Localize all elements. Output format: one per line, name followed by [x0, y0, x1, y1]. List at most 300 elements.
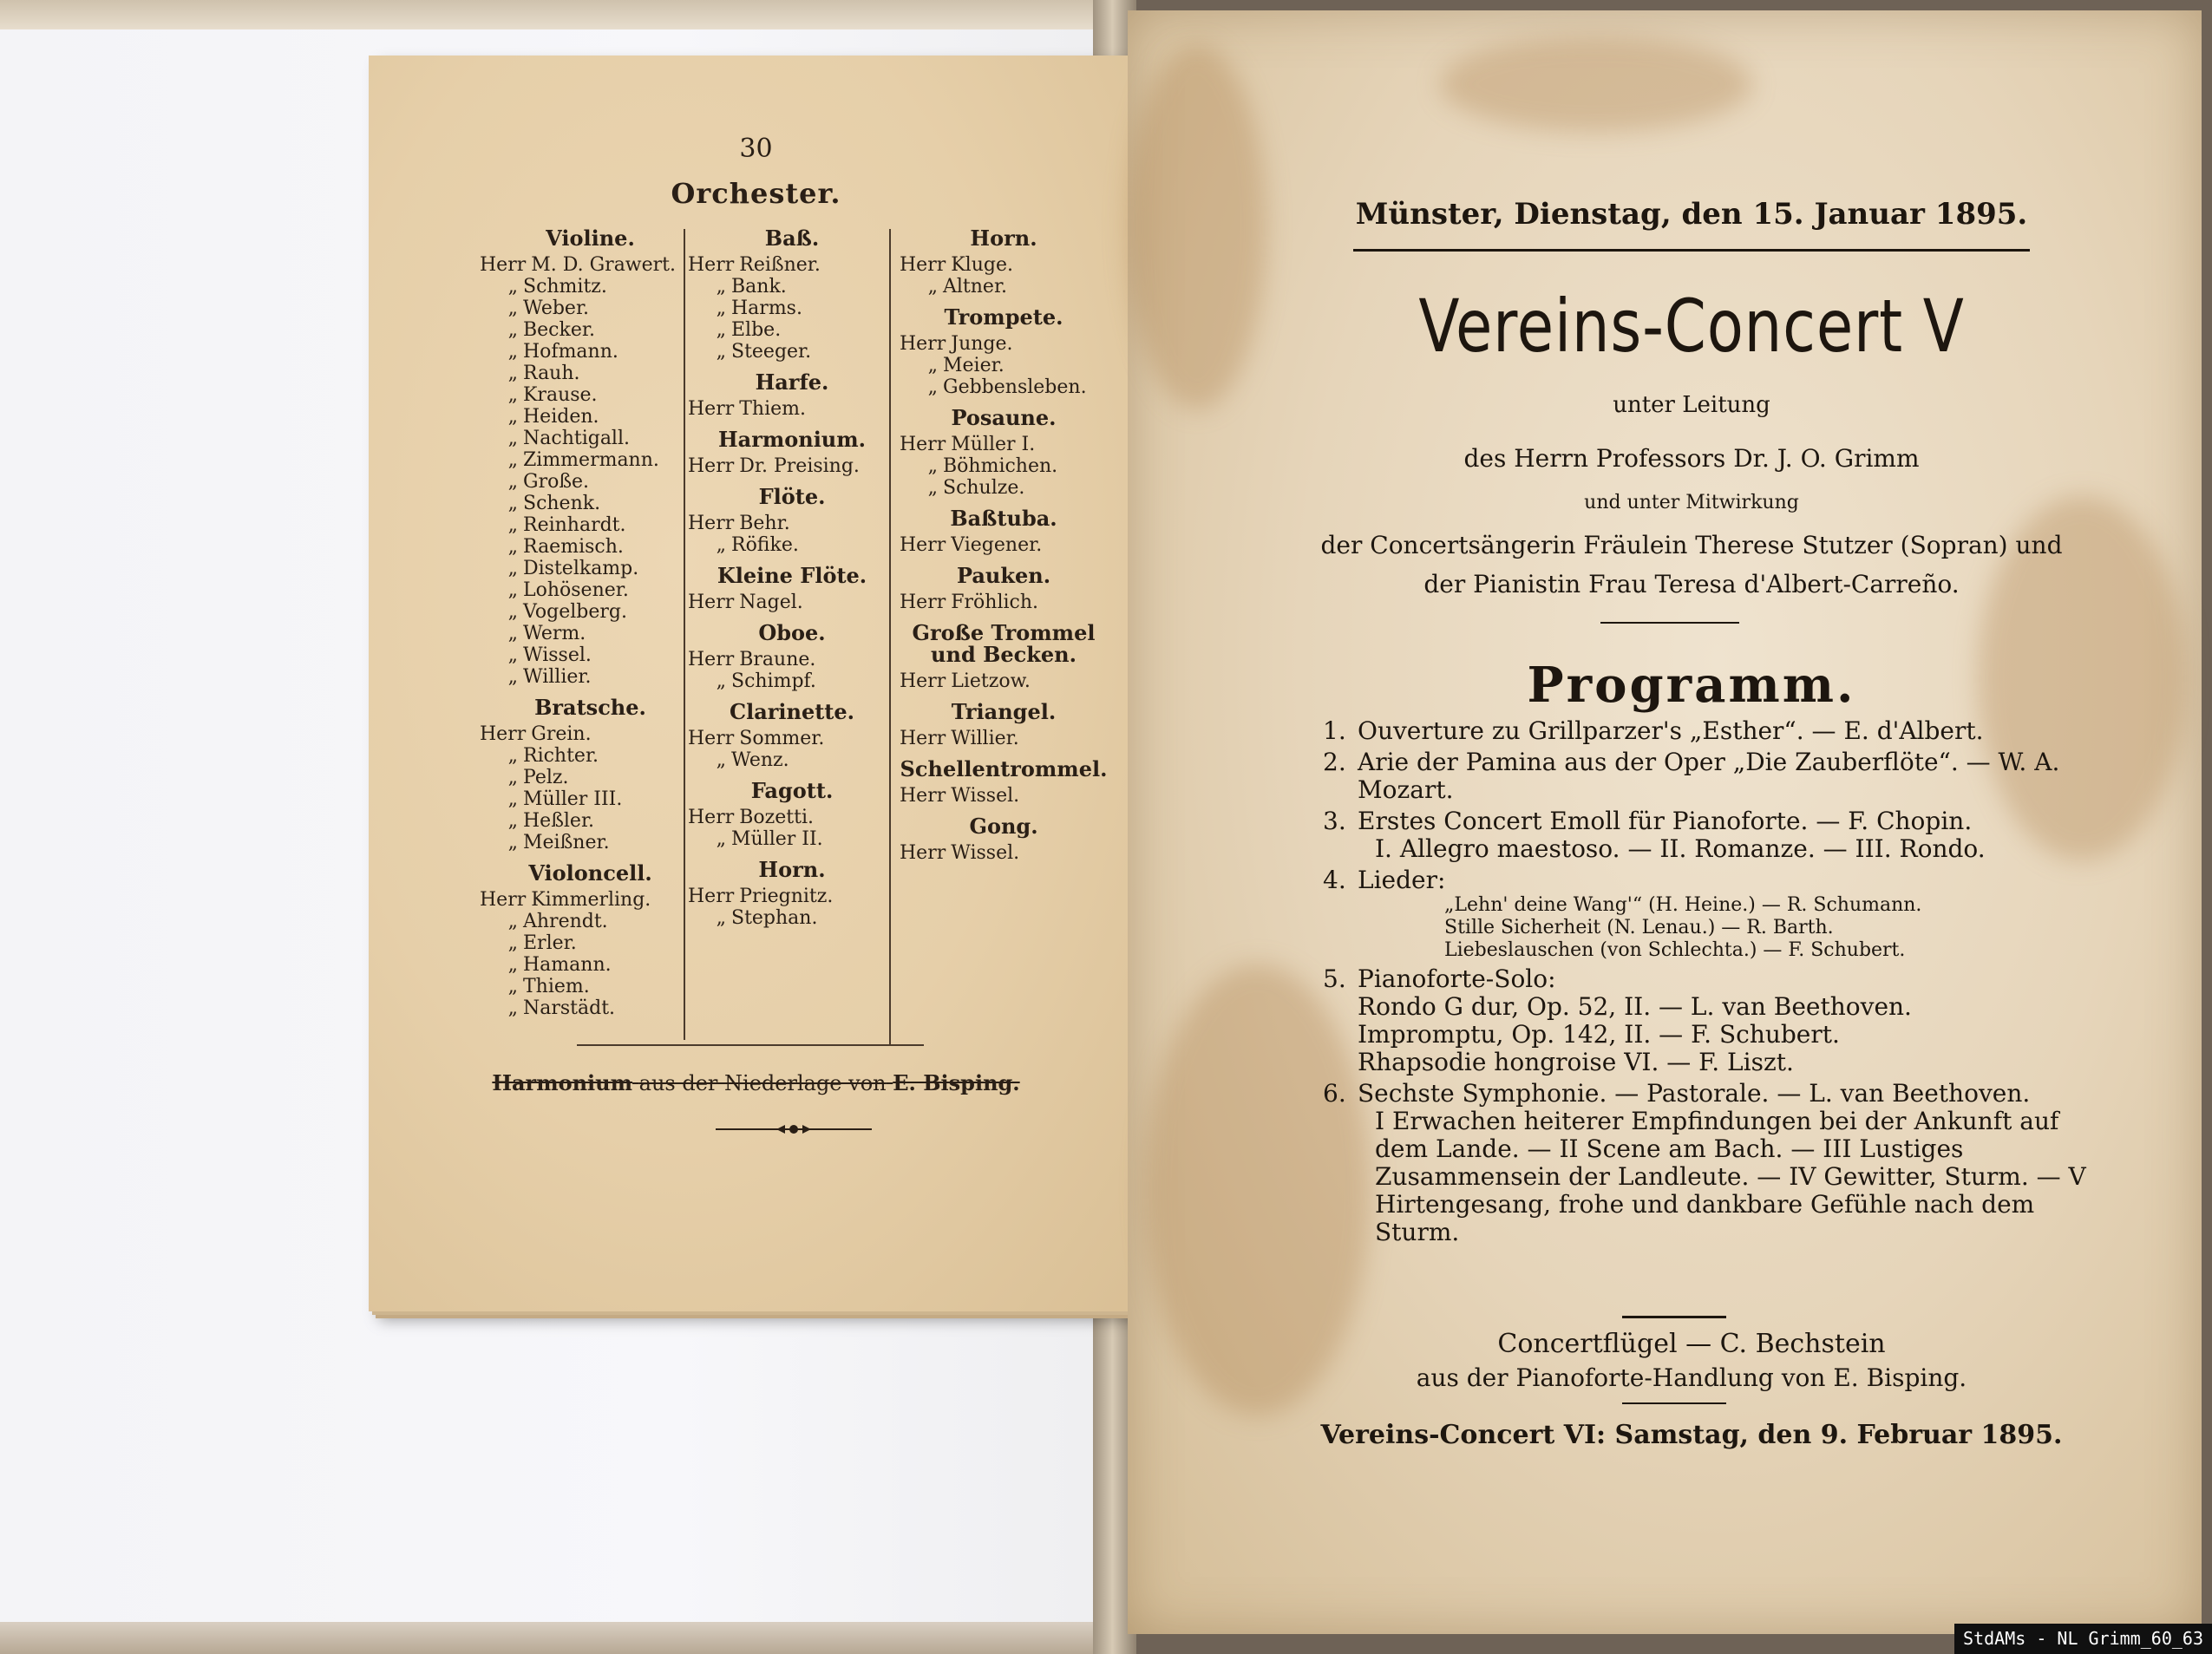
musician-row — [480, 579, 701, 601]
musician-name: Nagel. — [739, 592, 803, 613]
musician-name: Kluge. — [951, 254, 1013, 276]
musician-row — [900, 455, 1108, 477]
musician-row — [900, 477, 1108, 499]
musician-name: Müller III. — [523, 788, 623, 810]
instrument-section — [900, 507, 1108, 556]
musician-row — [480, 623, 701, 644]
conductor-intro: unter Leitung — [1613, 392, 1770, 418]
instrument-heading: Große Trommel und Becken. — [912, 620, 1096, 667]
musician-name: Narstädt. — [523, 997, 616, 1019]
musician-row — [688, 670, 896, 692]
musician-prefix: Herr — [688, 807, 735, 828]
instrument-section — [688, 780, 896, 850]
musician-name: Thiem. — [739, 398, 807, 420]
instrument-section — [900, 815, 1108, 864]
musician-prefix: Herr — [900, 434, 946, 455]
orchestra-column-2 — [688, 220, 896, 938]
musician-name: Becker. — [523, 319, 595, 341]
musician-name: Zimmermann. — [523, 449, 659, 471]
musician-name: Lohösener. — [523, 579, 629, 601]
musician-row — [688, 828, 896, 850]
musician-name: Schulze. — [943, 477, 1025, 499]
musician-name: Meißner. — [523, 832, 610, 853]
section-rule — [1600, 622, 1739, 624]
musician-prefix: Herr — [688, 254, 735, 276]
instrument-section — [688, 622, 896, 692]
musician-name: Dr. Preising. — [739, 455, 860, 477]
musician-prefix: „ — [507, 666, 518, 688]
musician-prefix: „ — [927, 477, 938, 499]
musician-name: Elbe. — [731, 319, 782, 341]
musician-row — [480, 601, 701, 623]
musician-row — [480, 471, 701, 493]
program-item-body — [1358, 1080, 2086, 1246]
musician-name: Richter. — [523, 745, 599, 767]
musician-row — [480, 428, 701, 449]
musician-prefix: „ — [716, 670, 726, 692]
musician-name: Braune. — [739, 649, 816, 670]
musician-prefix: „ — [927, 376, 938, 398]
instrument-heading: Clarinette. — [729, 699, 855, 724]
instrument-section — [688, 859, 896, 929]
musician-prefix: „ — [507, 932, 518, 954]
instrument-heading: Baßtuba. — [950, 506, 1057, 531]
musician-row — [480, 644, 701, 666]
musician-row — [480, 297, 701, 319]
instrument-heading: Schellentrommel. — [900, 756, 1108, 781]
piano-maker-line: Concertflügel — C. Bechstein — [1497, 1329, 1886, 1359]
instrument-section — [900, 565, 1108, 613]
soloist-pianist: der Pianistin Frau Teresa d'Albert-Carreño. — [1423, 570, 1960, 598]
instrument-section — [480, 227, 701, 688]
musician-prefix: „ — [507, 558, 518, 579]
musician-prefix: „ — [716, 341, 726, 363]
program-item-title: Ouverture zu Grillparzer's „Esther“. — E. d'Albert. — [1358, 716, 1984, 745]
instrument-section — [900, 227, 1108, 297]
musician-row — [688, 455, 896, 477]
musician-row — [688, 728, 896, 749]
instrument-heading: Horn. — [758, 857, 826, 882]
header-rule — [1353, 249, 2030, 252]
musician-name: Heiden. — [523, 406, 599, 428]
instrument-section — [900, 306, 1108, 398]
orchestra-page — [369, 56, 1143, 1311]
crossed-out-note — [369, 1070, 1143, 1095]
musician-prefix: „ — [507, 579, 518, 601]
musician-row — [900, 842, 1108, 864]
musician-prefix: „ — [507, 363, 518, 384]
note-prefix: Harmonium — [492, 1070, 633, 1095]
book-edge-top — [0, 0, 1128, 29]
musician-name: Willier. — [951, 728, 1019, 749]
musician-name: Hofmann. — [523, 341, 618, 363]
musician-prefix: „ — [927, 355, 938, 376]
musician-prefix: Herr — [688, 455, 735, 477]
musician-row — [480, 666, 701, 688]
musician-name: Weber. — [523, 297, 590, 319]
musician-name: Thiem. — [523, 976, 590, 997]
musician-name: Harms. — [731, 297, 802, 319]
piece-line: Rhapsodie hongroise VI. — F. Liszt. — [1358, 1048, 1794, 1076]
section-rule — [1622, 1402, 1726, 1404]
piece-line: Impromptu, Op. 142, II. — F. Schubert. — [1358, 1020, 1840, 1049]
musician-prefix: „ — [716, 534, 726, 556]
orchestra-title: Orchester. — [671, 177, 841, 210]
musician-name: Bozetti. — [739, 807, 814, 828]
instrument-section — [900, 701, 1108, 749]
musician-row — [480, 745, 701, 767]
musician-row — [688, 592, 896, 613]
musician-prefix: Herr — [900, 333, 946, 355]
musician-name: Sommer. — [739, 728, 825, 749]
section-rule — [1622, 1316, 1726, 1318]
musician-name: Pelz. — [523, 767, 569, 788]
musician-row — [688, 398, 896, 420]
instrument-heading: Fagott. — [750, 778, 834, 803]
instrument-section — [688, 371, 896, 420]
musician-prefix: „ — [716, 276, 726, 297]
instrument-section — [900, 622, 1108, 692]
instrument-heading: Baß. — [764, 226, 820, 251]
musician-name: Distelkamp. — [523, 558, 639, 579]
instrument-heading: Violoncell. — [528, 860, 652, 886]
concert-title: Vereins-Concert V — [1418, 284, 1965, 369]
musician-name: Altner. — [943, 276, 1008, 297]
musician-prefix: „ — [716, 319, 726, 341]
musician-row — [480, 319, 701, 341]
instrument-heading: Posaune. — [951, 405, 1057, 430]
musician-prefix: „ — [507, 976, 518, 997]
footer-rule — [577, 1044, 924, 1046]
musician-name: Viegener. — [951, 534, 1043, 556]
musician-row — [688, 341, 896, 363]
musician-prefix: Herr — [900, 670, 946, 692]
next-concert-line: Vereins-Concert VI: Samstag, den 9. Februar 1895. — [1320, 1420, 2063, 1450]
musician-prefix: „ — [716, 907, 726, 929]
instrument-heading: Harfe. — [755, 369, 829, 395]
musician-prefix: Herr — [688, 513, 735, 534]
musician-prefix: „ — [507, 623, 518, 644]
musician-name: Schmitz. — [523, 276, 607, 297]
musician-prefix: „ — [507, 767, 518, 788]
musician-name: Reinhardt. — [523, 514, 626, 536]
musician-name: Wissel. — [523, 644, 592, 666]
musician-name: Reißner. — [739, 254, 821, 276]
musician-row — [480, 976, 701, 997]
musician-prefix: „ — [507, 745, 518, 767]
instrument-heading: Pauken. — [956, 563, 1051, 588]
musician-name: Ahrendt. — [523, 911, 608, 932]
musician-name: Heßler. — [523, 810, 595, 832]
musician-prefix: „ — [507, 428, 518, 449]
page-number: 30 — [739, 134, 773, 164]
musician-row — [480, 254, 701, 276]
musician-name: Steeger. — [731, 341, 812, 363]
program-item-body — [1358, 717, 2086, 745]
musician-prefix: „ — [507, 788, 518, 810]
instrument-heading: Violine. — [546, 226, 635, 251]
musician-row — [900, 276, 1108, 297]
musician-prefix: „ — [716, 828, 726, 850]
instrument-section — [688, 428, 896, 477]
musician-name: Stephan. — [731, 907, 818, 929]
musician-prefix: Herr — [900, 785, 946, 807]
concert-date-header: Münster, Dienstag, den 15. Januar 1895. — [1355, 197, 2028, 232]
musician-row — [688, 649, 896, 670]
program-item-number: 6. — [1323, 1079, 1346, 1108]
note-suffix: E. Bisping. — [893, 1070, 1020, 1095]
program-item — [1323, 717, 2086, 745]
musician-row — [480, 997, 701, 1019]
musician-prefix: „ — [716, 297, 726, 319]
musician-row — [688, 297, 896, 319]
musician-row — [480, 889, 701, 911]
instrument-heading: Kleine Flöte. — [717, 563, 867, 588]
program-page — [1128, 10, 2202, 1634]
musician-row — [480, 558, 701, 579]
book-edge-bottom — [0, 1622, 1128, 1654]
musician-prefix: Herr — [480, 723, 527, 745]
musician-name: Fröhlich. — [951, 592, 1039, 613]
musician-name: Wenz. — [731, 749, 789, 771]
musician-row — [900, 333, 1108, 355]
musician-prefix: „ — [507, 276, 518, 297]
program-item — [1323, 1080, 2086, 1246]
program-item-number: 1. — [1323, 716, 1346, 745]
archive-catalog-label: StdAMs - NL Grimm_60_63 — [1954, 1624, 2212, 1654]
musician-prefix: Herr — [688, 728, 735, 749]
program-item-title: Sechste Symphonie. — Pastorale. — L. van Beethoven. — [1358, 1079, 2031, 1108]
musician-prefix: Herr — [480, 889, 527, 911]
musician-row — [480, 384, 701, 406]
musician-name: Bank. — [731, 276, 787, 297]
musician-prefix: „ — [507, 911, 518, 932]
soloists-intro: und unter Mitwirkung — [1584, 492, 1799, 513]
musician-row — [688, 276, 896, 297]
musician-prefix: Herr — [900, 728, 946, 749]
song-line: Liebeslauschen (von Schlechta.) — F. Schubert. — [1444, 939, 1906, 961]
program-item — [1323, 749, 2086, 804]
musician-name: M. D. Grawert. — [531, 254, 677, 276]
instrument-heading: Oboe. — [758, 620, 826, 645]
musician-row — [688, 749, 896, 771]
program-list — [1323, 717, 2086, 1250]
program-item-number: 4. — [1323, 866, 1346, 894]
musician-row — [480, 954, 701, 976]
ornament-divider-icon — [716, 1122, 872, 1136]
instrument-heading: Gong. — [969, 814, 1038, 839]
musician-name: Krause. — [523, 384, 598, 406]
musician-name: Vogelberg. — [523, 601, 627, 623]
musician-prefix: Herr — [900, 534, 946, 556]
instrument-section — [480, 696, 701, 853]
musician-prefix: „ — [507, 384, 518, 406]
instrument-section — [688, 227, 896, 363]
musician-row — [480, 363, 701, 384]
musician-prefix: „ — [927, 455, 938, 477]
musician-row — [900, 592, 1108, 613]
musician-row — [480, 341, 701, 363]
musician-row — [688, 907, 896, 929]
musician-row — [688, 254, 896, 276]
program-item — [1323, 807, 2086, 863]
musician-name: Schenk. — [523, 493, 601, 514]
conductor-name: des Herrn Professors Dr. J. O. Grimm — [1463, 444, 1920, 473]
musician-prefix: „ — [507, 341, 518, 363]
instrument-heading: Bratsche. — [534, 695, 646, 720]
musician-prefix: Herr — [480, 254, 527, 276]
musician-row — [480, 449, 701, 471]
musician-row — [480, 832, 701, 853]
instrument-section — [900, 407, 1108, 499]
program-item-body — [1358, 866, 2086, 962]
musician-prefix: Herr — [688, 592, 735, 613]
musician-name: Meier. — [943, 355, 1005, 376]
musician-name: Große. — [523, 471, 590, 493]
musician-name: Wissel. — [951, 785, 1020, 807]
musician-row — [688, 513, 896, 534]
program-item-title: Erstes Concert Emoll für Pianoforte. — F. Chopin. — [1358, 807, 1973, 835]
musician-row — [480, 493, 701, 514]
musician-row — [900, 254, 1108, 276]
soloist-singer: der Concertsängerin Fräulein Therese Stutzer (Sopran) und — [1320, 531, 2063, 559]
musician-name: Raemisch. — [523, 536, 624, 558]
musician-prefix: „ — [507, 536, 518, 558]
musician-row — [480, 767, 701, 788]
instrument-heading: Flöte. — [758, 484, 826, 509]
instrument-heading: Harmonium. — [717, 427, 867, 452]
instrument-section — [480, 862, 701, 1019]
musician-name: Willier. — [523, 666, 592, 688]
musician-row — [480, 514, 701, 536]
musician-prefix: Herr — [900, 592, 946, 613]
musician-prefix: „ — [507, 471, 518, 493]
note-middle: aus der Niederlage von — [638, 1071, 887, 1095]
musician-name: Wissel. — [951, 842, 1020, 864]
musician-prefix: „ — [507, 493, 518, 514]
instrument-section — [688, 486, 896, 556]
instrument-heading: Triangel. — [951, 699, 1057, 724]
program-item-title: Lieder: — [1358, 866, 1446, 894]
program-item-body — [1358, 807, 2086, 863]
program-item — [1323, 965, 2086, 1076]
musician-prefix: „ — [507, 954, 518, 976]
musician-row — [688, 534, 896, 556]
musician-prefix: „ — [507, 601, 518, 623]
musician-name: Gebbensleben. — [943, 376, 1087, 398]
musician-name: Erler. — [523, 932, 577, 954]
musician-row — [688, 886, 896, 907]
orchestra-column-1 — [480, 220, 701, 1028]
musician-row — [900, 670, 1108, 692]
program-item-number: 3. — [1323, 807, 1346, 835]
musician-row — [900, 355, 1108, 376]
musician-prefix: „ — [507, 406, 518, 428]
piece-line: Rondo G dur, Op. 52, II. — L. van Beethoven. — [1358, 992, 1912, 1021]
instrument-heading: Horn. — [970, 226, 1037, 251]
program-item-detail: I Erwachen heiterer Empfindungen bei der Ankunft auf dem Lande. — II Scene am Bach. — III Lustiges Zusammensein der Landleute. — IV Gewitter, Sturm. — V Hirtengesang, frohe und dankbare Gefühle nach dem Sturm. — [1375, 1107, 2086, 1246]
instrument-section — [900, 758, 1108, 807]
song-line: „Lehn' deine Wang'“ (H. Heine.) — R. Schumann. — [1444, 894, 1922, 916]
musician-row — [900, 376, 1108, 398]
musician-name: Junge. — [951, 333, 1013, 355]
musician-prefix: „ — [716, 749, 726, 771]
musician-prefix: „ — [507, 514, 518, 536]
musician-prefix: „ — [507, 997, 518, 1019]
musician-prefix: Herr — [688, 398, 735, 420]
musician-name: Lietzow. — [951, 670, 1031, 692]
musician-prefix: „ — [507, 810, 518, 832]
musician-name: Müller I. — [951, 434, 1036, 455]
song-line: Stille Sicherheit (N. Lenau.) — R. Barth. — [1444, 917, 1834, 938]
program-heading: Programm. — [1527, 657, 1856, 714]
musician-name: Hamann. — [523, 954, 612, 976]
musician-prefix: „ — [507, 449, 518, 471]
musician-row — [480, 788, 701, 810]
musician-prefix: „ — [507, 832, 518, 853]
musician-row — [480, 276, 701, 297]
program-item-number: 5. — [1323, 964, 1346, 993]
musician-row — [900, 534, 1108, 556]
program-item — [1323, 866, 2086, 962]
musician-prefix: „ — [507, 297, 518, 319]
instrument-heading: Trompete. — [944, 304, 1063, 330]
musician-prefix: „ — [507, 644, 518, 666]
musician-prefix: Herr — [688, 649, 735, 670]
musician-row — [688, 807, 896, 828]
musician-name: Behr. — [739, 513, 790, 534]
musician-prefix: „ — [507, 319, 518, 341]
musician-name: Werm. — [523, 623, 586, 644]
musician-row — [480, 723, 701, 745]
program-item-number: 2. — [1323, 748, 1346, 776]
program-item-detail: I. Allegro maestoso. — II. Romanze. — III. Rondo. — [1375, 834, 1986, 863]
program-item-title: Arie der Pamina aus der Oper „Die Zauberflöte“. — W. A. Mozart. — [1358, 748, 2060, 804]
piano-source-line: aus der Pianoforte-Handlung von E. Bisping. — [1416, 1363, 1967, 1392]
musician-row — [480, 810, 701, 832]
instrument-section — [688, 701, 896, 771]
musician-row — [480, 406, 701, 428]
musician-row — [900, 728, 1108, 749]
musician-name: Böhmichen. — [943, 455, 1058, 477]
musician-row — [480, 911, 701, 932]
program-item-body — [1358, 965, 2086, 1076]
musician-prefix: „ — [927, 276, 938, 297]
musician-row — [480, 536, 701, 558]
musician-prefix: Herr — [900, 254, 946, 276]
musician-name: Röfike. — [731, 534, 799, 556]
musician-name: Schimpf. — [731, 670, 816, 692]
program-item-body — [1358, 749, 2086, 804]
instrument-section — [688, 565, 896, 613]
musician-row — [900, 434, 1108, 455]
musician-name: Priegnitz. — [739, 886, 834, 907]
musician-name: Grein. — [531, 723, 592, 745]
musician-prefix: Herr — [900, 842, 946, 864]
musician-row — [900, 785, 1108, 807]
musician-name: Nachtigall. — [523, 428, 630, 449]
musician-prefix: Herr — [688, 886, 735, 907]
musician-name: Rauh. — [523, 363, 580, 384]
program-item-title: Pianoforte-Solo: — [1358, 964, 1556, 993]
musician-name: Kimmerling. — [531, 889, 651, 911]
musician-row — [688, 319, 896, 341]
musician-row — [480, 932, 701, 954]
water-stain — [1440, 36, 1752, 132]
orchestra-column-3 — [900, 220, 1108, 873]
musician-name: Müller II. — [731, 828, 823, 850]
water-stain — [1128, 45, 1266, 409]
